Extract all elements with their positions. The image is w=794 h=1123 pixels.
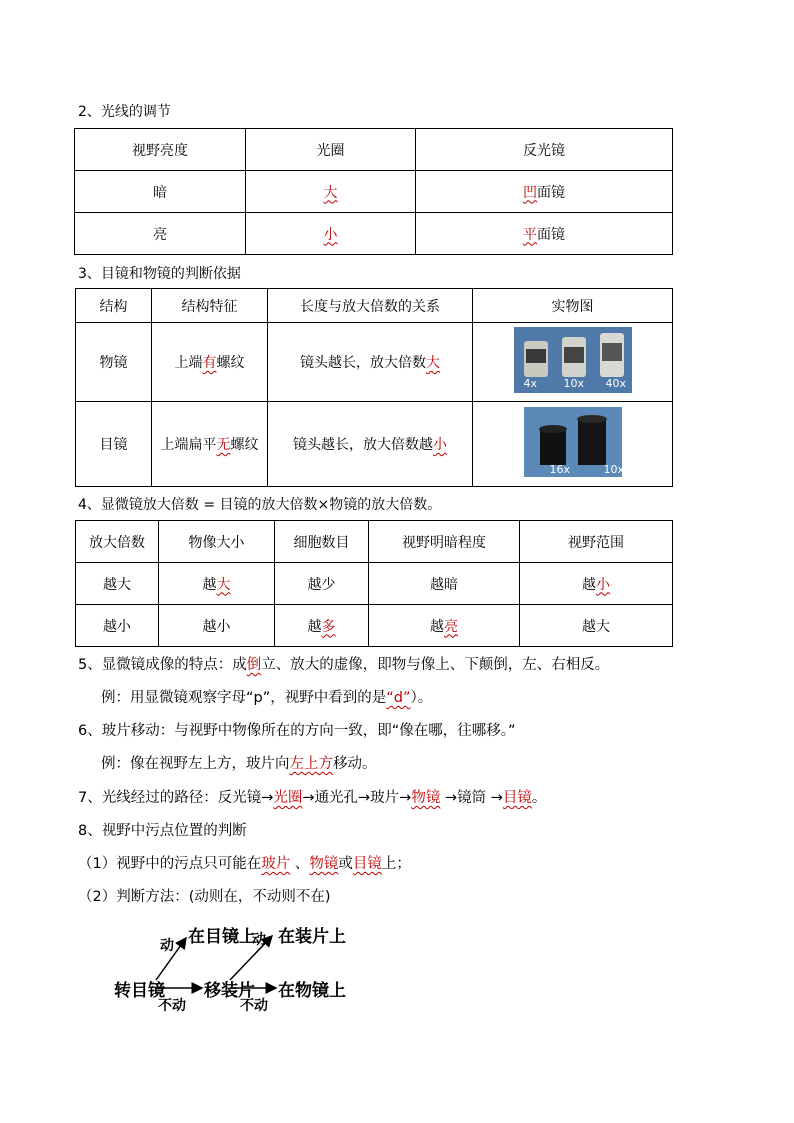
label-still-2: 不动 — [240, 998, 268, 1014]
cell-mag-small: 越小 — [76, 605, 159, 647]
cell-range-mark: 小 — [596, 576, 610, 593]
cell-dark: 暗 — [75, 171, 246, 213]
eyepiece-feature-b: 螺纹 — [230, 437, 259, 453]
s8-l1-b: 、 — [290, 856, 310, 872]
s8-l1-d: 上； — [381, 856, 411, 872]
node-slide: 在装片上 — [278, 927, 346, 947]
header-structure: 结构 — [76, 289, 152, 323]
section-5-line-1 — [78, 653, 609, 674]
objective-feature-mark: 有 — [202, 355, 217, 371]
header-photo: 实物图 — [473, 289, 673, 323]
cell-mirror-mark: 凹 — [523, 184, 537, 201]
cell-dark: 越暗 — [369, 563, 520, 605]
s8-l1-a: （1）视野中的污点只可能在 — [78, 856, 262, 872]
cell-aperture-large: 大 — [323, 184, 338, 201]
header-brightness-level: 视野明暗程度 — [369, 521, 520, 563]
section-5-line-2 — [101, 686, 432, 707]
header-cell-count: 细胞数目 — [275, 521, 369, 563]
s5-l2-mark: “d” — [386, 690, 411, 706]
node-eyepiece: 在目镜上 — [188, 927, 256, 947]
label-move-1: 动 — [160, 938, 174, 954]
header-aperture: 光圈 — [246, 129, 416, 171]
cell-cells-a: 越 — [307, 618, 322, 635]
lens-table — [75, 288, 673, 487]
s5-l1-mark: 倒 — [246, 657, 262, 673]
objective-label-4x: 4x — [523, 377, 538, 390]
cell-size-a: 越 — [202, 576, 217, 593]
objective-relation: 镜头越长，放大倍数 — [300, 355, 426, 371]
header-mirror: 反光镜 — [416, 129, 673, 171]
label-move-2: 动 — [252, 932, 266, 948]
cell-cells-few: 越少 — [275, 563, 369, 605]
s6-l2-b: 移动。 — [333, 756, 377, 772]
eyepiece-relation-mark: 小 — [433, 437, 447, 453]
header-field-range: 视野范围 — [520, 521, 673, 563]
magnification-table — [75, 520, 673, 647]
header-relation: 长度与放大倍数的关系 — [268, 289, 473, 323]
eyepiece-feature-a: 上端扁平 — [160, 437, 217, 453]
node-start: 转目镜 — [114, 981, 165, 1001]
header-image-size: 物像大小 — [159, 521, 275, 563]
cell-range-a: 越 — [582, 576, 596, 593]
section-2-heading: 2、光线的调节 — [78, 104, 171, 120]
cell-bright: 亮 — [75, 213, 246, 255]
header-feature: 结构特征 — [152, 289, 268, 323]
cell-mirror-rest: 面镜 — [537, 184, 565, 201]
cell-size-mark: 大 — [216, 576, 231, 593]
section-6-line-1: 6、玻片移动：与视野中物像所在的方向一致，即“像在哪，往哪移。” — [78, 723, 516, 739]
cell-size-small: 越小 — [159, 605, 275, 647]
label-still-1: 不动 — [158, 998, 186, 1014]
cell-mag-large: 越大 — [76, 563, 159, 605]
s8-objective: 物镜 — [309, 856, 339, 872]
s7-eyepiece: 目镜 — [502, 790, 532, 806]
objective-feature-a: 上端 — [174, 355, 203, 371]
cell-range-large: 越大 — [520, 605, 673, 647]
cell-mirror-rest: 面镜 — [537, 226, 565, 243]
s7-objective: 物镜 — [411, 790, 441, 806]
objective-label-10x: 10x — [563, 377, 585, 390]
section-7-line — [78, 786, 546, 807]
objective-label-40x: 40x — [605, 377, 627, 390]
s5-l2-a: 例：用显微镜观察字母“p”，视野中看到的是 — [101, 690, 387, 706]
eyepiece-feature-mark: 无 — [216, 437, 231, 453]
s7-a: 7、光线经过的路径：反光镜→ — [78, 790, 274, 806]
eyepiece-name: 目镜 — [76, 402, 152, 487]
header-mag: 放大倍数 — [76, 521, 159, 563]
cell-cells-mark: 多 — [321, 618, 336, 635]
cell-light-mark: 亮 — [444, 618, 458, 635]
section-4-heading: 4、显微镜放大倍数 = 目镜的放大倍数×物镜的放大倍数。 — [78, 497, 442, 513]
s5-l1-b: 立、放大的虚像，即物与像上、下颠倒，左、右相反。 — [261, 657, 610, 673]
objective-relation-mark: 大 — [426, 355, 440, 371]
s7-c: →镜筒 → — [440, 790, 503, 806]
objective-feature-b: 螺纹 — [216, 355, 245, 371]
eyepiece-relation: 镜头越长，放大倍数越 — [293, 437, 433, 453]
section-6-line-2 — [101, 752, 377, 773]
cell-aperture-small: 小 — [323, 226, 338, 243]
objective-name: 物镜 — [76, 323, 152, 402]
s8-l1-c: 或 — [338, 856, 353, 872]
s7-aperture: 光圈 — [273, 790, 303, 806]
s5-l2-b: ）。 — [410, 690, 433, 706]
node-move-slide: 移装片 — [204, 981, 255, 1001]
cell-light-a: 越 — [430, 618, 444, 635]
stain-flow-diagram — [100, 910, 360, 1020]
eyepiece-label-16x: 16x — [549, 463, 571, 476]
s8-eyepiece: 目镜 — [352, 856, 382, 872]
s6-l2-mark: 左上方 — [289, 756, 333, 772]
eyepiece-label-10x: 10x — [603, 463, 625, 476]
s8-slide: 玻片 — [261, 856, 291, 872]
node-objective: 在物镜上 — [278, 981, 346, 1001]
s5-l1-a: 5、显微镜成像的特点：成 — [78, 657, 247, 673]
eyepiece-lens-photo — [524, 407, 625, 477]
s6-l2-a: 例：像在视野左上方，玻片向 — [101, 756, 290, 772]
objective-lens-photo — [514, 327, 632, 393]
header-brightness: 视野亮度 — [75, 129, 246, 171]
section-8-line-2: （2）判断方法：(动则在，不动则不在) — [78, 889, 331, 905]
s7-d: 。 — [531, 790, 547, 806]
section-8-heading: 8、视野中污点位置的判断 — [78, 823, 247, 839]
s7-b: →通光孔→玻片→ — [302, 790, 412, 806]
section-8-line-1 — [78, 852, 411, 873]
cell-mirror-mark: 平 — [523, 226, 537, 243]
section-3-heading: 3、目镜和物镜的判断依据 — [78, 266, 241, 282]
light-adjust-table — [74, 128, 673, 255]
